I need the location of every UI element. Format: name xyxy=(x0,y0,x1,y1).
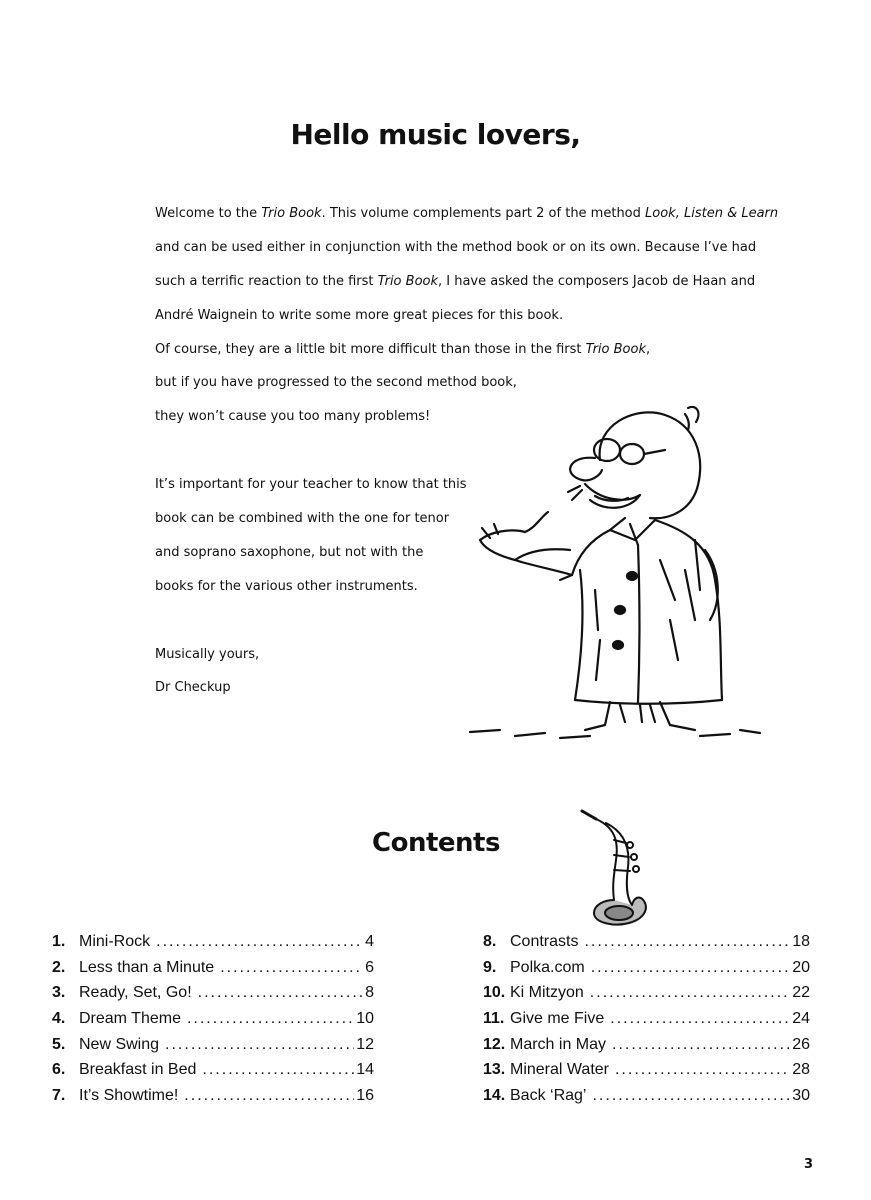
dot-leader xyxy=(584,930,790,954)
entry-title: It’s Showtime! xyxy=(79,1087,179,1105)
dot-leader xyxy=(187,1007,354,1031)
intro-line xyxy=(155,269,755,303)
dot-leader xyxy=(220,956,363,980)
contents-entry[interactable] xyxy=(52,930,374,956)
intro-line: they won’t cause you too many problems! xyxy=(155,409,431,425)
entry-number: 14. xyxy=(483,1087,506,1105)
entry-page: 18 xyxy=(792,933,810,950)
intro-book-title: Trio Book xyxy=(261,206,322,221)
saxophone-icon xyxy=(574,805,654,930)
entry-number: 3. xyxy=(52,984,66,1002)
entry-title: Mineral Water xyxy=(510,1061,609,1079)
entry-title: Polka.com xyxy=(510,958,585,976)
contents-title: Contents xyxy=(372,828,500,858)
dot-leader xyxy=(590,981,790,1005)
dot-leader xyxy=(198,981,363,1005)
dot-leader xyxy=(612,1033,790,1057)
contents-entry[interactable] xyxy=(483,1058,810,1084)
contents-entry[interactable] xyxy=(483,1033,810,1059)
dot-leader xyxy=(184,1084,354,1108)
intro-text: Welcome to the xyxy=(155,206,262,221)
entry-title: Contrasts xyxy=(510,933,579,950)
entry-number: 8. xyxy=(483,933,497,950)
intro-line: It’s important for your teacher to know that this xyxy=(155,477,467,493)
dot-leader xyxy=(202,1058,354,1082)
entry-number: 12. xyxy=(483,1035,506,1053)
intro-line: and soprano saxophone, but not with the xyxy=(155,544,424,560)
page-number: 3 xyxy=(804,1157,814,1172)
contents-entry[interactable] xyxy=(483,956,810,982)
contents-list-left xyxy=(52,930,374,1110)
entry-page: 4 xyxy=(365,933,374,950)
contents-list-right xyxy=(483,930,810,1110)
contents-entry[interactable] xyxy=(483,930,810,956)
entry-title: Breakfast in Bed xyxy=(79,1061,197,1079)
page-title: Hello music lovers, xyxy=(290,118,581,151)
entry-number: 13. xyxy=(483,1061,506,1079)
intro-text: , I have asked the composers Jacob de Haan and xyxy=(438,273,756,289)
entry-title: Ki Mitzyon xyxy=(510,984,584,1002)
contents-entry[interactable] xyxy=(483,981,810,1007)
dot-leader xyxy=(615,1058,790,1082)
intro-text: , xyxy=(645,341,651,357)
entry-title: New Swing xyxy=(79,1035,160,1053)
contents-entry[interactable] xyxy=(52,981,374,1007)
entry-page: 16 xyxy=(356,1087,374,1105)
intro-line: André Waignein to write some more great pieces for this book. xyxy=(155,307,564,323)
contents-entry[interactable] xyxy=(52,1084,374,1110)
entry-title: Back ‘Rag’ xyxy=(510,1087,587,1105)
intro-method-title: Look, Listen & Learn xyxy=(645,206,779,221)
contents-entry[interactable] xyxy=(483,1007,810,1033)
entry-number: 5. xyxy=(52,1035,66,1053)
signoff: Musically yours, xyxy=(155,646,260,662)
intro-text: Of course, they are a little bit more difficult than those in the first xyxy=(155,341,586,357)
intro-text: such a terrific reaction to the first xyxy=(155,273,378,289)
contents-entry[interactable] xyxy=(52,1058,374,1084)
signature: Dr Checkup xyxy=(155,680,231,696)
dot-leader xyxy=(165,1033,354,1057)
entry-page: 24 xyxy=(792,1010,810,1028)
entry-page: 10 xyxy=(356,1010,374,1028)
dot-leader xyxy=(591,956,791,980)
contents-entry[interactable] xyxy=(52,1033,374,1059)
entry-title: Less than a Minute xyxy=(79,958,215,976)
entry-number: 1. xyxy=(52,933,66,950)
entry-page: 28 xyxy=(792,1061,810,1079)
contents-entry[interactable] xyxy=(52,956,374,982)
entry-title: Give me Five xyxy=(510,1010,605,1028)
entry-page: 30 xyxy=(792,1087,810,1105)
intro-line xyxy=(155,337,755,371)
entry-number: 9. xyxy=(483,958,497,976)
entry-number: 4. xyxy=(52,1010,66,1028)
contents-entry[interactable] xyxy=(483,1084,810,1110)
intro-line xyxy=(155,201,779,235)
dot-leader xyxy=(592,1084,790,1108)
entry-page: 14 xyxy=(356,1061,374,1079)
entry-page: 20 xyxy=(792,958,810,976)
intro-line: and can be used either in conjunction with the method book or on its own. Because I’ve had xyxy=(155,239,757,255)
entry-number: 7. xyxy=(52,1087,66,1105)
entry-title: Ready, Set, Go! xyxy=(79,984,192,1002)
entry-title: Mini-Rock xyxy=(79,933,151,950)
entry-page: 12 xyxy=(356,1035,374,1053)
intro-line: books for the various other instruments. xyxy=(155,578,418,594)
entry-title: Dream Theme xyxy=(79,1010,181,1028)
contents-entry[interactable] xyxy=(52,1007,374,1033)
entry-number: 11. xyxy=(483,1010,505,1028)
entry-page: 8 xyxy=(365,984,374,1002)
dot-leader xyxy=(156,930,363,954)
entry-page: 22 xyxy=(792,984,810,1002)
entry-number: 2. xyxy=(52,958,66,976)
intro-line: but if you have progressed to the second method book, xyxy=(155,375,517,391)
dot-leader xyxy=(610,1007,790,1031)
entry-page: 26 xyxy=(792,1035,810,1053)
intro-text: . This volume complements part 2 of the method xyxy=(321,206,646,221)
intro-book-title: Trio Book xyxy=(377,273,438,289)
entry-page: 6 xyxy=(365,958,374,976)
intro-line: book can be combined with the one for tenor xyxy=(155,511,450,527)
entry-number: 10. xyxy=(483,984,506,1002)
entry-number: 6. xyxy=(52,1061,66,1079)
cartoon-doctor-icon xyxy=(460,400,780,750)
intro-book-title: Trio Book xyxy=(585,341,646,357)
entry-title: March in May xyxy=(510,1035,607,1053)
